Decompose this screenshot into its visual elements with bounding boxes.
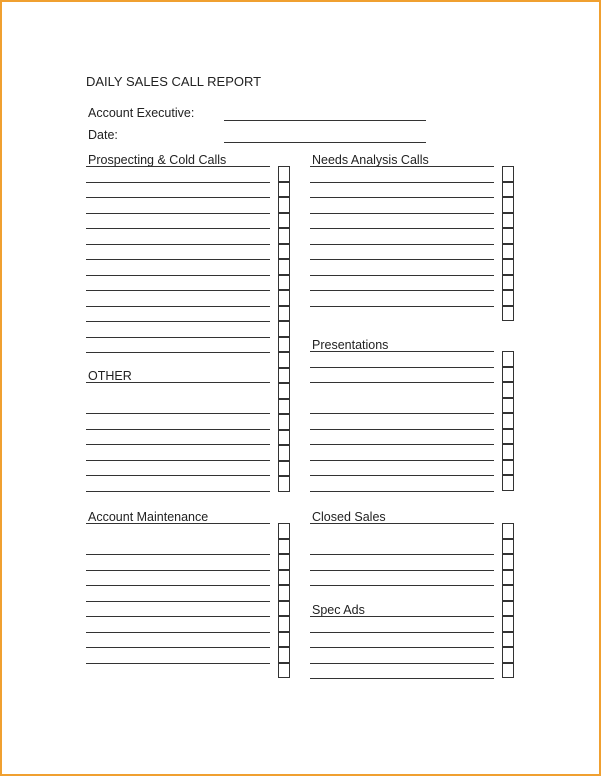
account-maintenance-entry-line[interactable] xyxy=(86,616,270,617)
prospecting-entry-line[interactable] xyxy=(86,259,270,260)
prospecting-entry-line[interactable] xyxy=(86,244,270,245)
other-entry-line[interactable] xyxy=(86,491,270,492)
needs-analysis-entry-line[interactable] xyxy=(310,213,494,214)
other-entry-line[interactable] xyxy=(86,460,270,461)
account-executive-label: Account Executive: xyxy=(88,106,195,120)
presentations-checkbox[interactable] xyxy=(502,413,514,429)
needs-analysis-entry-line[interactable] xyxy=(310,197,494,198)
prospecting-entry-line[interactable] xyxy=(86,197,270,198)
left-checkbox[interactable] xyxy=(278,430,290,446)
account-maintenance-checkbox[interactable] xyxy=(278,570,290,586)
account-maintenance-checkbox[interactable] xyxy=(278,585,290,601)
closed-sales-header: Closed Sales xyxy=(312,510,386,524)
presentations-entry-line[interactable] xyxy=(310,475,494,476)
closed-sales-entry-line[interactable] xyxy=(310,554,494,555)
spec-ads-entry-line[interactable] xyxy=(310,632,494,633)
presentations-checkbox[interactable] xyxy=(502,429,514,445)
account-executive-field[interactable] xyxy=(224,120,426,121)
presentations-header-rule[interactable] xyxy=(310,351,494,352)
needs-analysis-checkbox[interactable] xyxy=(502,166,514,182)
account-maintenance-entry-line[interactable] xyxy=(86,632,270,633)
closed-sales-header-rule[interactable] xyxy=(310,523,494,524)
account-maintenance-checkbox[interactable] xyxy=(278,523,290,539)
left-checkbox[interactable] xyxy=(278,321,290,337)
left-checkbox[interactable] xyxy=(278,337,290,353)
needs-analysis-entry-line[interactable] xyxy=(310,275,494,276)
spec-ads-entry-line[interactable] xyxy=(310,647,494,648)
left-checkbox[interactable] xyxy=(278,461,290,477)
account-maintenance-entry-line[interactable] xyxy=(86,601,270,602)
presentations-checkbox[interactable] xyxy=(502,475,514,491)
prospecting-entry-line[interactable] xyxy=(86,213,270,214)
presentations-entry-line[interactable] xyxy=(310,413,494,414)
needs-analysis-checkbox[interactable] xyxy=(502,306,514,322)
needs-analysis-entry-line[interactable] xyxy=(310,244,494,245)
date-label: Date: xyxy=(88,128,118,142)
closed-sales-entry-line[interactable] xyxy=(310,585,494,586)
left-checkbox[interactable] xyxy=(278,182,290,198)
left-checkbox[interactable] xyxy=(278,445,290,461)
needs-analysis-checkbox[interactable] xyxy=(502,213,514,229)
presentations-entry-line[interactable] xyxy=(310,382,494,383)
presentations-checkbox[interactable] xyxy=(502,444,514,460)
prospecting-entry-line[interactable] xyxy=(86,182,270,183)
other-header: OTHER xyxy=(88,369,132,383)
needs-analysis-checkbox[interactable] xyxy=(502,197,514,213)
closed-sales-checkbox[interactable] xyxy=(502,554,514,570)
date-field[interactable] xyxy=(224,142,426,143)
needs-analysis-checkbox[interactable] xyxy=(502,259,514,275)
left-checkbox[interactable] xyxy=(278,213,290,229)
account-maintenance-entry-line[interactable] xyxy=(86,554,270,555)
other-entry-line[interactable] xyxy=(86,475,270,476)
left-checkbox[interactable] xyxy=(278,259,290,275)
presentations-checkbox[interactable] xyxy=(502,367,514,383)
prospecting-header: Prospecting & Cold Calls xyxy=(88,153,227,167)
account-maintenance-checkbox[interactable] xyxy=(278,554,290,570)
account-maintenance-entry-line[interactable] xyxy=(86,647,270,648)
prospecting-entry-line[interactable] xyxy=(86,290,270,291)
needs-analysis-entry-line[interactable] xyxy=(310,182,494,183)
presentations-checkbox[interactable] xyxy=(502,351,514,367)
closed-sales-checkbox[interactable] xyxy=(502,601,514,617)
spec-ads-header-rule[interactable] xyxy=(310,616,494,617)
closed-sales-checkbox[interactable] xyxy=(502,539,514,555)
closed-sales-checkbox[interactable] xyxy=(502,585,514,601)
needs-analysis-checkbox[interactable] xyxy=(502,228,514,244)
left-checkbox[interactable] xyxy=(278,399,290,415)
prospecting-entry-line[interactable] xyxy=(86,321,270,322)
account-maintenance-entry-line[interactable] xyxy=(86,663,270,664)
prospecting-entry-line[interactable] xyxy=(86,275,270,276)
account-maintenance-checkbox[interactable] xyxy=(278,539,290,555)
needs-analysis-header-rule[interactable] xyxy=(310,166,494,167)
left-checkbox[interactable] xyxy=(278,275,290,291)
other-header-rule[interactable] xyxy=(86,382,270,383)
left-checkbox[interactable] xyxy=(278,352,290,368)
account-maintenance-checkbox[interactable] xyxy=(278,647,290,663)
account-maintenance-entry-line[interactable] xyxy=(86,585,270,586)
left-checkbox[interactable] xyxy=(278,166,290,182)
prospecting-header-rule[interactable] xyxy=(86,166,270,167)
needs-analysis-entry-line[interactable] xyxy=(310,228,494,229)
account-maintenance-checkbox[interactable] xyxy=(278,663,290,679)
account-maintenance-checkbox[interactable] xyxy=(278,616,290,632)
needs-analysis-entry-line[interactable] xyxy=(310,259,494,260)
spec-ads-header: Spec Ads xyxy=(312,603,365,617)
needs-analysis-header: Needs Analysis Calls xyxy=(312,153,429,167)
presentations-entry-line[interactable] xyxy=(310,444,494,445)
account-maintenance-header-rule[interactable] xyxy=(86,523,270,524)
prospecting-entry-line[interactable] xyxy=(86,228,270,229)
left-checkbox[interactable] xyxy=(278,197,290,213)
other-entry-line[interactable] xyxy=(86,429,270,430)
left-checkbox[interactable] xyxy=(278,368,290,384)
needs-analysis-checkbox[interactable] xyxy=(502,244,514,260)
needs-analysis-checkbox[interactable] xyxy=(502,290,514,306)
closed-sales-checkbox[interactable] xyxy=(502,616,514,632)
closed-sales-checkbox[interactable] xyxy=(502,632,514,648)
closed-sales-checkbox[interactable] xyxy=(502,570,514,586)
report-title: DAILY SALES CALL REPORT xyxy=(86,74,262,89)
prospecting-entry-line[interactable] xyxy=(86,306,270,307)
left-checkbox[interactable] xyxy=(278,414,290,430)
left-checkbox[interactable] xyxy=(278,383,290,399)
presentations-checkbox[interactable] xyxy=(502,460,514,476)
left-checkbox[interactable] xyxy=(278,476,290,492)
account-maintenance-entry-line[interactable] xyxy=(86,570,270,571)
account-maintenance-checkbox[interactable] xyxy=(278,632,290,648)
needs-analysis-entry-line[interactable] xyxy=(310,306,494,307)
presentations-entry-line[interactable] xyxy=(310,367,494,368)
needs-analysis-entry-line[interactable] xyxy=(310,290,494,291)
spec-ads-entry-line[interactable] xyxy=(310,678,494,679)
other-entry-line[interactable] xyxy=(86,413,270,414)
closed-sales-checkbox[interactable] xyxy=(502,663,514,679)
needs-analysis-checkbox[interactable] xyxy=(502,182,514,198)
account-maintenance-header: Account Maintenance xyxy=(88,510,209,524)
presentations-entry-line[interactable] xyxy=(310,491,494,492)
closed-sales-entry-line[interactable] xyxy=(310,570,494,571)
presentations-header: Presentations xyxy=(312,338,389,352)
left-checkbox[interactable] xyxy=(278,244,290,260)
presentations-checkbox[interactable] xyxy=(502,382,514,398)
closed-sales-checkbox[interactable] xyxy=(502,523,514,539)
other-entry-line[interactable] xyxy=(86,444,270,445)
left-checkbox[interactable] xyxy=(278,306,290,322)
account-maintenance-checkbox[interactable] xyxy=(278,601,290,617)
left-checkbox[interactable] xyxy=(278,290,290,306)
closed-sales-checkbox[interactable] xyxy=(502,647,514,663)
presentations-entry-line[interactable] xyxy=(310,429,494,430)
presentations-entry-line[interactable] xyxy=(310,460,494,461)
left-checkbox[interactable] xyxy=(278,228,290,244)
prospecting-entry-line[interactable] xyxy=(86,352,270,353)
needs-analysis-checkbox[interactable] xyxy=(502,275,514,291)
spec-ads-entry-line[interactable] xyxy=(310,663,494,664)
prospecting-entry-line[interactable] xyxy=(86,337,270,338)
presentations-checkbox[interactable] xyxy=(502,398,514,414)
